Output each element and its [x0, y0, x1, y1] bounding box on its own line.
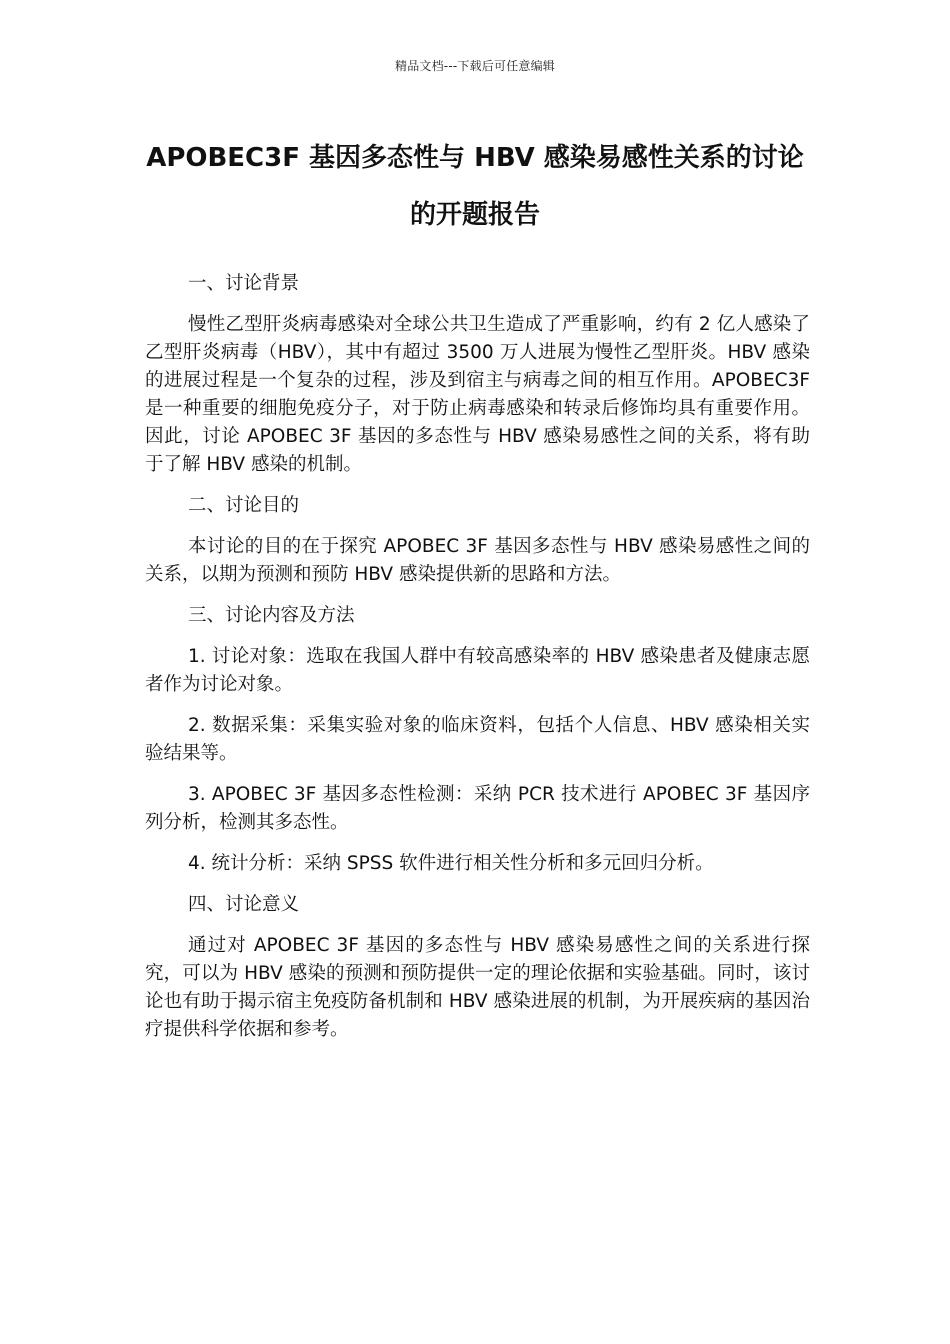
- method-item: 3. APOBEC 3F 基因多态性检测：采纳 PCR 技术进行 APOBEC 3F 基因序列分析，检测其多态性。: [145, 784, 810, 833]
- method-item: 2. 数据采集：采集实验对象的临床资料，包括个人信息、HBV 感染相关实验结果等。: [145, 715, 810, 764]
- method-item: 4. 统计分析：采纳 SPSS 软件进行相关性分析和多元回归分析。: [188, 853, 714, 874]
- document-title: APOBEC3F 基因多态性与 HBV 感染易感性关系的讨论的开题报告: [146, 143, 804, 230]
- method-item: 1. 讨论对象：选取在我国人群中有较高感染率的 HBV 感染患者及健康志愿者作为讨论对象。: [145, 646, 810, 695]
- section-heading: 一、讨论背景: [188, 273, 300, 294]
- header-note: 精品文档---下载后可任意编辑: [395, 59, 555, 73]
- section-heading: 二、讨论目的: [188, 495, 300, 516]
- section-heading: 四、讨论意义: [188, 894, 300, 915]
- section-background: [145, 270, 810, 479]
- document-body: [145, 270, 810, 1057]
- section-purpose: [145, 492, 810, 589]
- section-content-methods: [145, 602, 810, 878]
- paragraph: 通过对 APOBEC 3F 基因的多态性与 HBV 感染易感性之间的关系进行探究，可以为 HBV 感染的预测和预防提供一定的理论依据和实验基础。同时，该讨论也有助于揭示宿主免疫防备机制和 HBV 感染进展的机制，为开展疾病的基因治疗提供科学依据和参考。: [145, 935, 810, 1040]
- section-significance: [145, 891, 810, 1044]
- section-heading: 三、讨论内容及方法: [188, 605, 355, 626]
- paragraph: 慢性乙型肝炎病毒感染对全球公共卫生造成了严重影响，约有 2 亿人感染了乙型肝炎病毒（HBV），其中有超过 3500 万人进展为慢性乙型肝炎。HBV 感染的进展过程是一个复杂的过程，涉及到宿主与病毒之间的相互作用。APOBEC3F 是一种重要的细胞免疫分子，对于防止病毒感染和转录后修饰均具有重要作用。因此，讨论 APOBEC 3F 基因的多态性与 HBV 感染易感性之间的关系，将有助于了解 HBV 感染的机制。: [145, 314, 810, 475]
- paragraph: 本讨论的目的在于探究 APOBEC 3F 基因多态性与 HBV 感染易感性之间的关系，以期为预测和预防 HBV 感染提供新的思路和方法。: [145, 536, 810, 585]
